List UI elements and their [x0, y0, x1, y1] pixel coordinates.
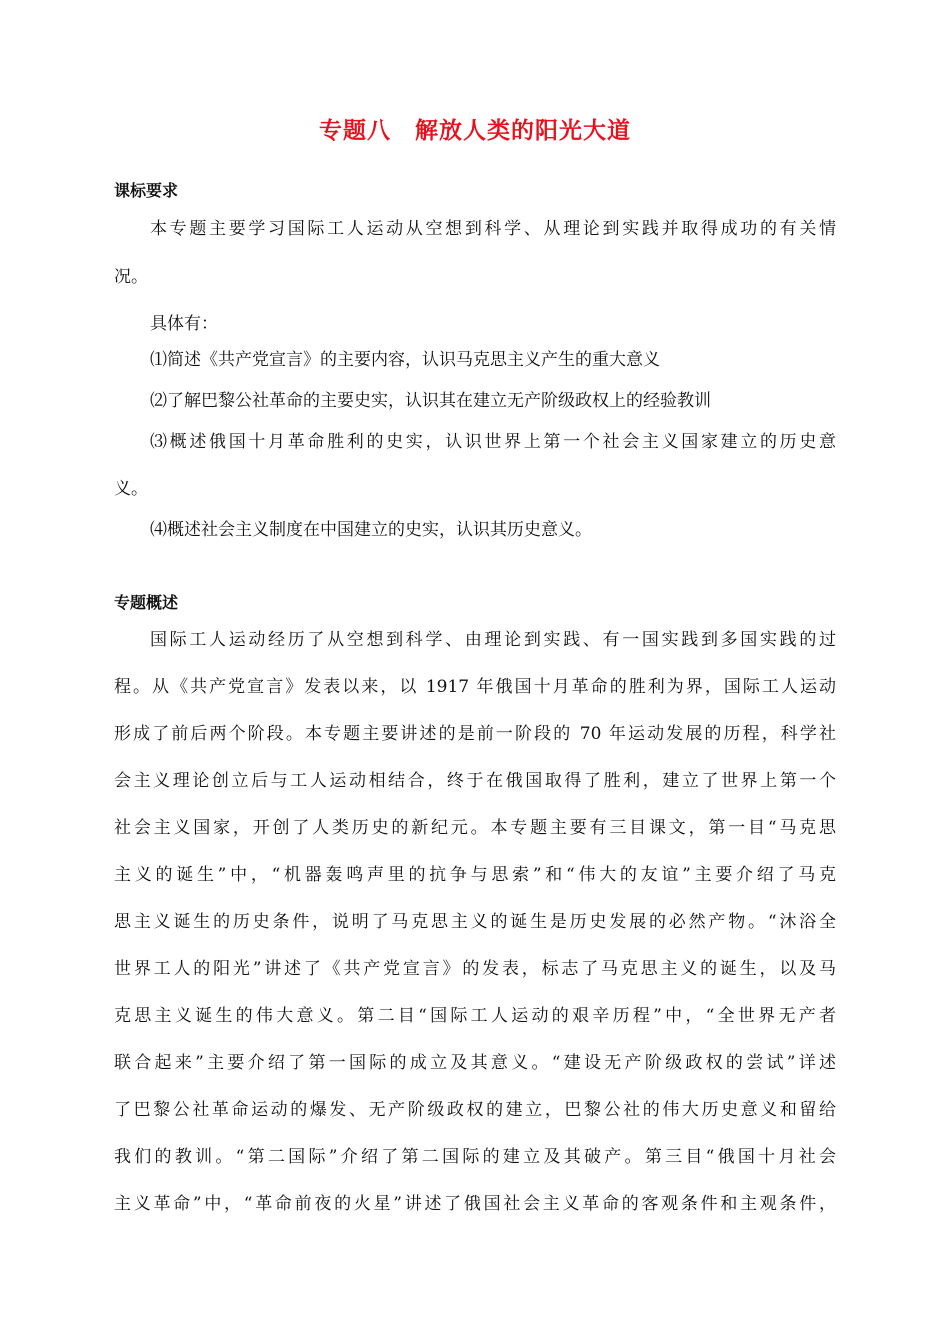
requirement-item: ⑷概述社会主义制度在中国建立的史实，认识其历史意义。 [150, 520, 592, 540]
paragraph-line: 了巴黎公社革命运动的爆发、无产阶级政权的建立，巴黎公社的伟大历史意义和留给 [114, 1100, 836, 1120]
paragraph-line: 本专题主要学习国际工人运动从空想到科学、从理论到实践并取得成功的有关情 [150, 219, 836, 239]
paragraph-line: 况。 [114, 267, 148, 287]
paragraph-line: 社会主义国家，开创了人类历史的新纪元。本专题主要有三目课文，第一目“马克思 [114, 818, 836, 838]
paragraph-line: 主义的诞生”中，“机器轰鸣声里的抗争与思索”和“伟大的友谊”主要介绍了马克 [114, 865, 836, 885]
requirement-item: ⑶概述俄国十月革命胜利的史实，认识世界上第一个社会主义国家建立的历史意 [150, 432, 836, 452]
paragraph-line: 程。从《共产党宣言》发表以来，以 1917 年俄国十月革命的胜利为界，国际工人运动 [114, 677, 836, 697]
section-heading-curriculum: 课标要求 [114, 181, 179, 200]
paragraph-line: 我们的教训。“第二国际”介绍了第二国际的建立及其破产。第三目“俄国十月社会 [114, 1147, 836, 1167]
paragraph-line: 会主义理论创立后与工人运动相结合，终于在俄国取得了胜利，建立了世界上第一个 [114, 771, 836, 791]
requirement-item: ⑵了解巴黎公社革命的主要史实，认识其在建立无产阶级政权上的经验教训 [150, 391, 711, 411]
paragraph-line: 世界工人的阳光”讲述了《共产党宣言》的发表，标志了马克思主义的诞生，以及马 [114, 959, 836, 979]
specific-label: 具体有： [150, 314, 218, 334]
paragraph-line: 思主义诞生的历史条件，说明了马克思主义的诞生是历史发展的必然产物。“沐浴全 [114, 912, 836, 932]
requirement-item: 义。 [114, 479, 148, 499]
paragraph-line: 克思主义诞生的伟大意义。第二目“国际工人运动的艰辛历程”中，“全世界无产者 [114, 1006, 836, 1026]
section-heading-overview: 专题概述 [114, 593, 179, 612]
paragraph-line: 国际工人运动经历了从空想到科学、由理论到实践、有一国实践到多国实践的过 [150, 630, 836, 650]
paragraph-line: 主义革命”中，“革命前夜的火星”讲述了俄国社会主义革命的客观条件和主观条件， [114, 1194, 836, 1214]
page-title: 专题八 解放人类的阳光大道 [319, 118, 631, 144]
paragraph-line: 形成了前后两个阶段。本专题主要讲述的是前一阶段的 70 年运动发展的历程，科学社 [114, 724, 836, 744]
requirement-item: ⑴简述《共产党宣言》的主要内容，认识马克思主义产生的重大意义 [150, 350, 660, 370]
paragraph-line: 联合起来”主要介绍了第一国际的成立及其意义。“建设无产阶级政权的尝试”详述 [114, 1053, 836, 1073]
